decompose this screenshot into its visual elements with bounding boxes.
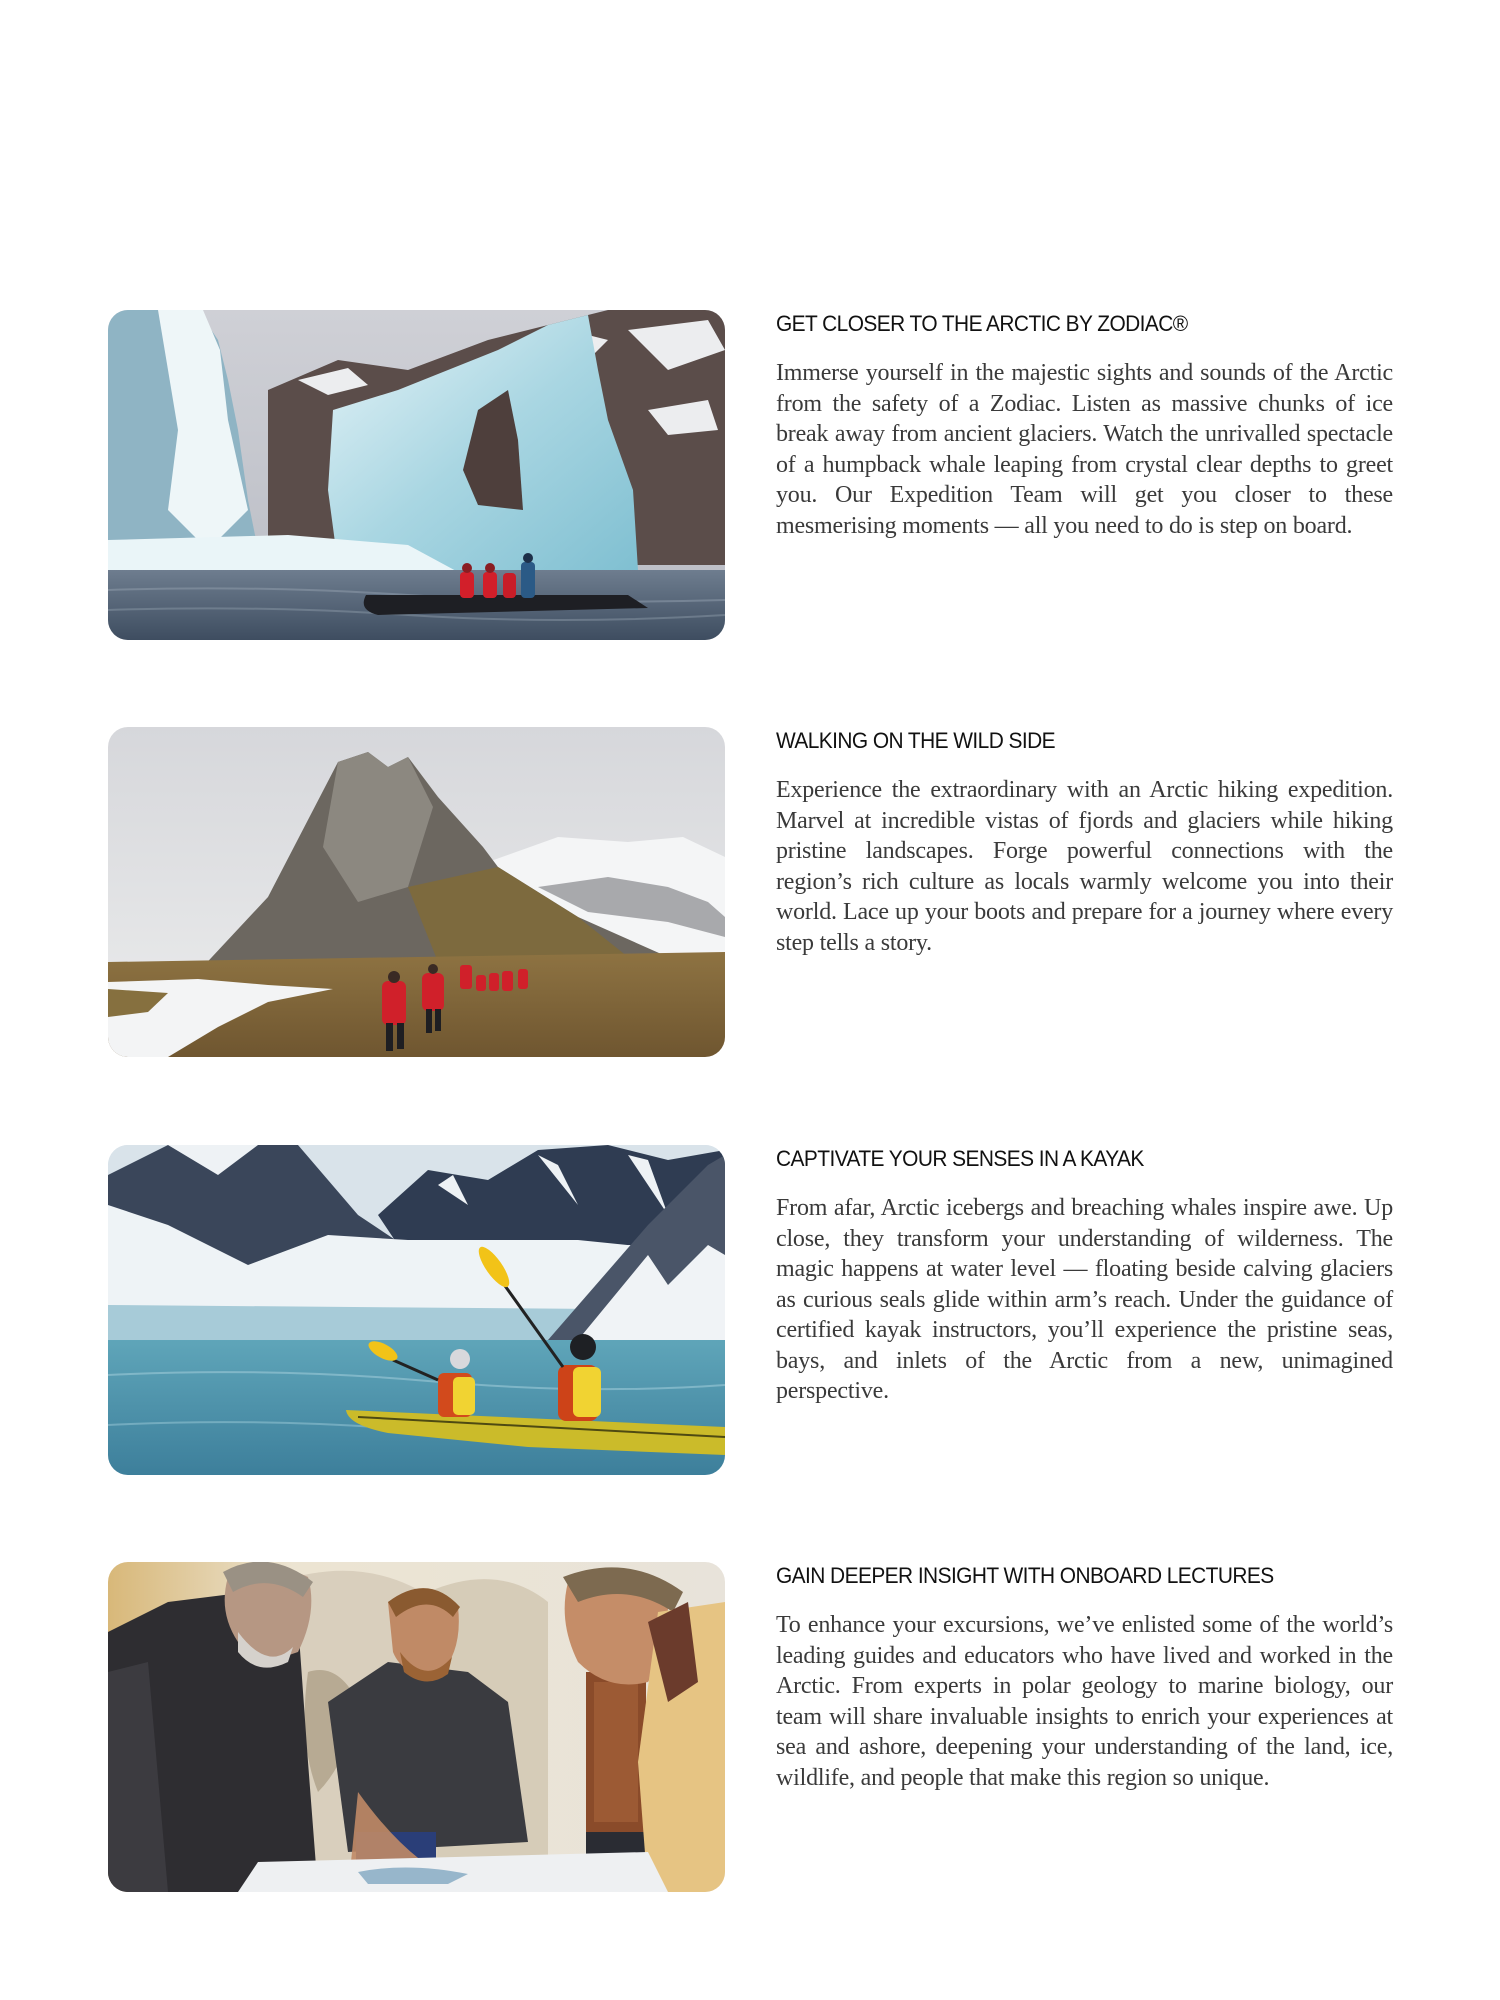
- kayak-glacier-photo: [108, 1145, 725, 1475]
- zodiac-iceberg-photo: [108, 310, 725, 640]
- section-zodiac: [0, 310, 1500, 650]
- section-body: To enhance your excursions, we’ve enlisted some of the world’s leading guides and educators who have lived and worked in the Arctic. From experts in polar geology to marine biology, our team will share invaluable insights to enrich your experiences at sea and ashore, deepening your understanding of the land, ice, wildlife, and people that make this region so unique.: [776, 1612, 1393, 1791]
- section-kayak: [0, 1145, 1500, 1485]
- section-hiking: [0, 727, 1500, 1067]
- section-heading: GET CLOSER TO THE ARCTIC BY ZODIAC®: [776, 311, 1188, 336]
- section-body: Immerse yourself in the majestic sights and sounds of the Arctic from the safety of a Zodiac. Listen as massive chunks of ice break away from ancient glaciers. Watch the unrivalled spectacle of a humpback whale leaping from crystal clear depths to greet you. Our Expedition Team will get you closer to these mesmerising moments — all you need to do is step on board.: [776, 360, 1393, 539]
- section-lectures-text: [776, 1562, 1393, 1793]
- section-kayak-text: [776, 1145, 1393, 1407]
- section-zodiac-text: [776, 310, 1393, 541]
- section-body: Experience the extraordinary with an Arctic hiking expedition. Marvel at incredible vistas of fjords and glaciers while hiking pristine landscapes. Forge powerful connections with the region’s rich culture as locals warmly welcome you into their world. Lace up your boots and prepare for a journey where every step tells a story.: [776, 777, 1393, 956]
- section-heading: WALKING ON THE WILD SIDE: [776, 728, 1055, 753]
- hiking-mountain-photo: [108, 727, 725, 1057]
- section-hiking-text: [776, 727, 1393, 958]
- onboard-lecture-photo: [108, 1562, 725, 1892]
- section-heading: GAIN DEEPER INSIGHT WITH ONBOARD LECTURES: [776, 1563, 1274, 1588]
- section-lectures: [0, 1562, 1500, 1902]
- section-body: From afar, Arctic icebergs and breaching whales inspire awe. Up close, they transform your understanding of wilderness. The magic happens at water level — floating beside calving glaciers as curious seals glide within arm’s reach. Under the guidance of certified kayak instructors, you’ll experience the pristine seas, bays, and inlets of the Arctic from a new, unimagined perspective.: [776, 1195, 1393, 1404]
- section-heading: CAPTIVATE YOUR SENSES IN A KAYAK: [776, 1146, 1144, 1171]
